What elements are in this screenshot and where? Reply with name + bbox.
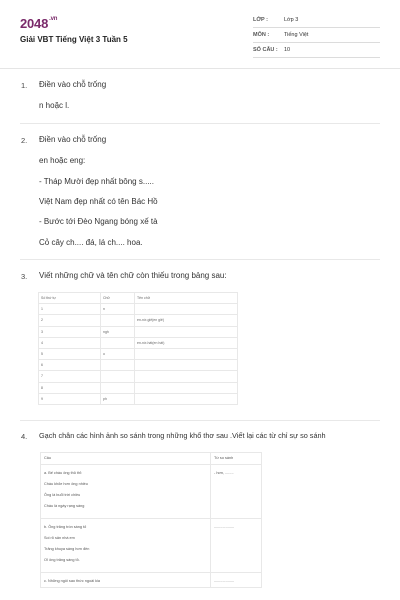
table-cell bbox=[211, 465, 262, 519]
logo-tld: .vn bbox=[49, 16, 58, 22]
header-divider bbox=[0, 68, 400, 69]
meta-value: 10 bbox=[284, 47, 291, 53]
table-cell bbox=[101, 360, 135, 371]
question-line: en hoặc eng: bbox=[39, 156, 86, 165]
meta-label: SỐ CÂU : bbox=[253, 47, 278, 53]
table-cell bbox=[211, 573, 262, 588]
table-header-cell: Chữ bbox=[101, 293, 135, 304]
answer-text: ................... bbox=[214, 579, 235, 583]
poem-line: Ông là buổi trời chiều bbox=[44, 493, 81, 497]
table-cell bbox=[135, 304, 238, 315]
meta-label: MÔN : bbox=[253, 32, 270, 38]
table-cell bbox=[101, 382, 135, 393]
comparison-table bbox=[40, 452, 262, 588]
table-cell: 3 bbox=[39, 326, 101, 337]
table-cell bbox=[41, 465, 211, 519]
answer-text: ................... bbox=[214, 525, 235, 529]
table-cell: 9 bbox=[39, 393, 101, 404]
table-cell bbox=[135, 382, 238, 393]
meta-value: Tiếng Việt bbox=[284, 32, 309, 38]
table-cell: n bbox=[101, 304, 135, 315]
poem-line: Cháu khỏe hơn ông nhiều bbox=[44, 482, 88, 486]
table-row bbox=[39, 360, 238, 371]
question-line: Cỏ cây ch.... đá, lá ch.... hoa. bbox=[39, 238, 143, 247]
letters-table bbox=[38, 292, 238, 405]
question-prompt: Điền vào chỗ trống bbox=[39, 80, 107, 89]
meta-row-subject bbox=[253, 29, 380, 43]
table-row bbox=[41, 465, 262, 519]
poem-line: c. Những ngôi sao thức ngoài kia bbox=[44, 579, 100, 583]
table-cell: ph bbox=[101, 393, 135, 404]
table-cell bbox=[135, 371, 238, 382]
question-divider bbox=[20, 420, 380, 421]
table-cell: 5 bbox=[39, 348, 101, 359]
table-row bbox=[41, 573, 262, 588]
poem-line: Soi rõ sân nhà em bbox=[44, 536, 75, 540]
table-cell: en-nờ-giê(en giê) bbox=[135, 315, 238, 326]
table-row bbox=[39, 382, 238, 393]
table-header-cell: Câu bbox=[41, 453, 211, 465]
meta-value: Lớp 3 bbox=[284, 17, 299, 23]
table-cell: 8 bbox=[39, 382, 101, 393]
site-logo[interactable] bbox=[20, 16, 57, 31]
poem-line: Trăng khuya sáng hơn đèn bbox=[44, 547, 90, 551]
table-row bbox=[39, 348, 238, 359]
table-cell: 2 bbox=[39, 315, 101, 326]
table-header-cell: Số thứ tự bbox=[39, 293, 101, 304]
table-cell: o bbox=[101, 348, 135, 359]
table-cell bbox=[101, 337, 135, 348]
table-cell: 1 bbox=[39, 304, 101, 315]
question-prompt: Điền vào chỗ trống bbox=[39, 135, 107, 144]
table-cell bbox=[101, 315, 135, 326]
table-cell bbox=[135, 326, 238, 337]
question-line: n hoặc l. bbox=[39, 101, 70, 110]
logo-text: 2048 bbox=[20, 16, 49, 31]
meta-row-class bbox=[253, 14, 380, 28]
table-cell: ngh bbox=[101, 326, 135, 337]
table-row bbox=[39, 326, 238, 337]
table-cell: 4 bbox=[39, 337, 101, 348]
table-cell bbox=[135, 360, 238, 371]
question-number: 2. bbox=[21, 136, 28, 145]
table-cell bbox=[211, 519, 262, 573]
table-header-cell: Tên chữ bbox=[135, 293, 238, 304]
poem-line: b. Ông trăng tròn sáng tỏ bbox=[44, 525, 87, 529]
table-cell bbox=[41, 573, 211, 588]
page-title: Giải VBT Tiếng Việt 3 Tuần 5 bbox=[20, 35, 128, 44]
question-divider bbox=[20, 259, 380, 260]
question-prompt: Viết những chữ và tên chữ còn thiếu trong bảng sau: bbox=[39, 271, 227, 280]
poem-line: Ơi ông trăng sáng tỏ. bbox=[44, 558, 80, 562]
table-row bbox=[39, 304, 238, 315]
poem-line: Cháu là ngày rạng sáng bbox=[44, 504, 85, 508]
question-line: - Bước tới Đèo Ngang bóng xế tà bbox=[39, 217, 158, 226]
table-cell bbox=[135, 393, 238, 404]
poem-line: a. Bế cháu ông thủ thỉ: bbox=[44, 471, 82, 475]
question-line: - Tháp Mười đẹp nhất bông s..... bbox=[39, 177, 154, 186]
meta-row-count bbox=[253, 44, 380, 58]
table-cell bbox=[101, 371, 135, 382]
table-cell bbox=[135, 348, 238, 359]
question-number: 3. bbox=[21, 272, 28, 281]
question-prompt: Gạch chân các hình ảnh so sánh trong những khổ thơ sau .Viết lại các từ chỉ sự so sánh bbox=[39, 431, 326, 440]
question-line: Việt Nam đẹp nhất có tên Bác Hồ bbox=[39, 197, 158, 206]
answer-text: - hơn, ........ bbox=[214, 471, 234, 475]
table-cell bbox=[41, 519, 211, 573]
question-number: 4. bbox=[21, 432, 28, 441]
table-header-row bbox=[41, 453, 262, 465]
table-row bbox=[39, 337, 238, 348]
table-header-row bbox=[39, 293, 238, 304]
table-cell: 6 bbox=[39, 360, 101, 371]
table-cell: 7 bbox=[39, 371, 101, 382]
question-divider bbox=[20, 123, 380, 124]
table-cell: en-nờ-hát(en hát) bbox=[135, 337, 238, 348]
table-row bbox=[41, 519, 262, 573]
table-row bbox=[39, 371, 238, 382]
question-number: 1. bbox=[21, 81, 28, 90]
table-row bbox=[39, 315, 238, 326]
table-row bbox=[39, 393, 238, 404]
meta-label: LỚP : bbox=[253, 17, 268, 23]
table-header-cell: Từ so sánh bbox=[211, 453, 262, 465]
